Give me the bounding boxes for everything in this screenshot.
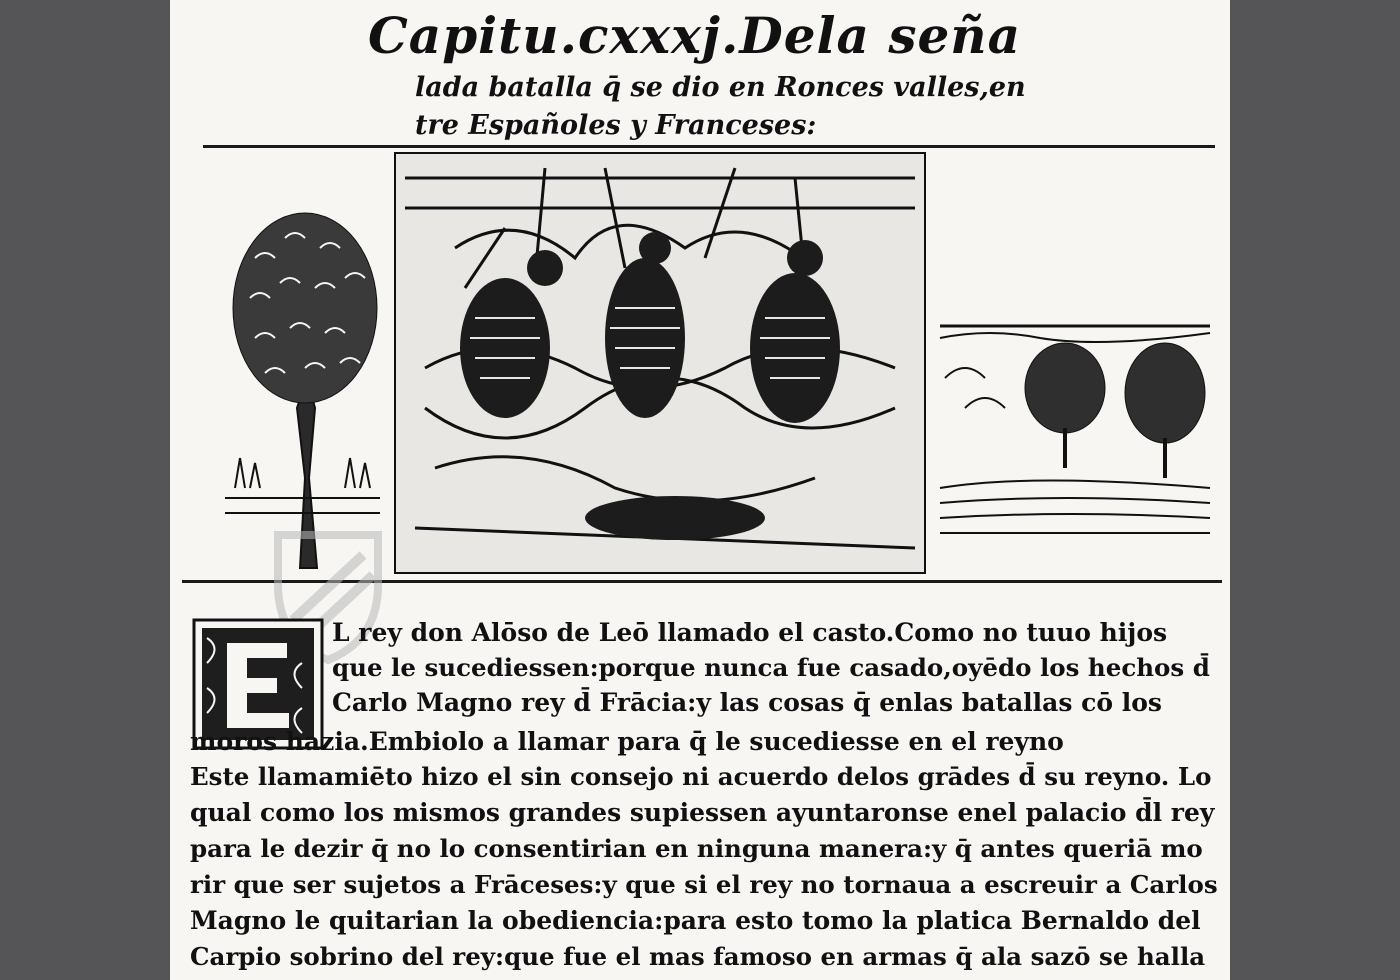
body-text-line-2: que le sucediessen:porque nunca fue casado,oyēdo los hechos d̄ bbox=[332, 653, 1210, 682]
body-text-line-7: para le dezir q̄ no lo consentirian en ninguna manera:y q̄ antes queriā mo bbox=[190, 834, 1203, 863]
chapter-heading-line-1: Capitu.cxxxj.Dela seña bbox=[368, 6, 1022, 65]
landscape-panel bbox=[940, 313, 1210, 538]
body-text-line-6: qual como los mismos grandes supiessen ayuntaronse enel palacio d̄l rey bbox=[190, 798, 1215, 827]
body-text-line-10: Carpio sobrino del rey:que fue el mas famoso en armas q̄ ala sazō se halla bbox=[190, 942, 1206, 971]
tree-panel bbox=[225, 208, 380, 570]
chapter-heading-line-3: tre Españoles y Franceses: bbox=[415, 110, 817, 141]
woodcut-illustration bbox=[205, 148, 1215, 580]
body-text-line-4: moros hazia.Embiolo a llamar para q̄ le sucediesse en el reyno bbox=[190, 727, 1064, 756]
battle-scene-panel bbox=[395, 153, 925, 573]
book-page bbox=[170, 0, 1230, 980]
body-text-line-3: Carlo Magno rey d̄ Frācia:y las cosas q̄ enlas batallas cō los bbox=[332, 688, 1163, 717]
chapter-heading-line-2: lada batalla q̄ se dio en Ronces valles,en bbox=[415, 72, 1026, 103]
body-text-line-5: Este llamamiēto hizo el sin consejo ni acuerdo delos grādes d̄ su reyno. Lo bbox=[190, 762, 1212, 791]
body-text-line-8: rir que ser sujetos a Frāceses:y que si el rey no tornaua a escreuir a Carlos bbox=[190, 870, 1218, 899]
body-text-line-9: Magno le quitarian la obediencia:para esto tomo la platica Bernaldo del bbox=[190, 906, 1201, 935]
body-text-line-1: L rey don Alōso de Leō llamado el casto.Como no tuuo hijos bbox=[332, 618, 1168, 647]
